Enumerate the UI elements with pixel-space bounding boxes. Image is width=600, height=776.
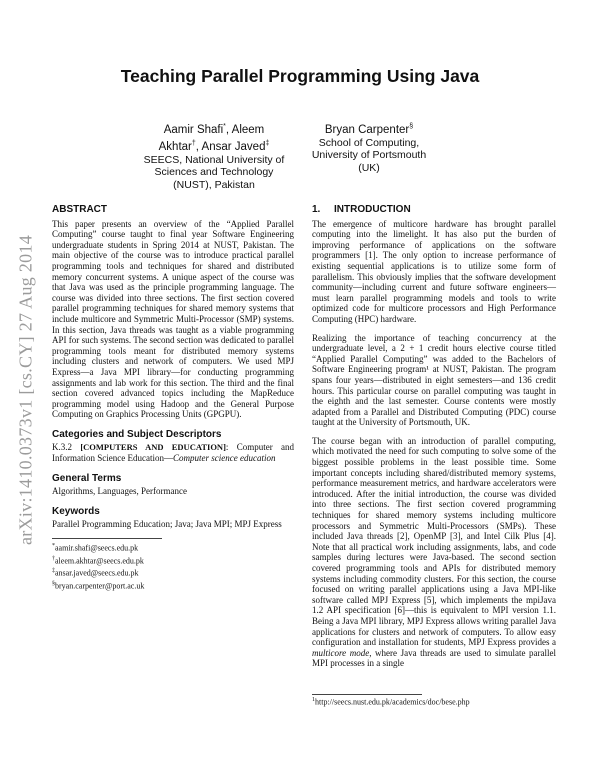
category-code: K.3.2 xyxy=(52,442,81,453)
footnote-mark: § xyxy=(52,581,55,587)
author-names-line1 xyxy=(128,120,300,137)
affiliation-line: SEECS, National University of xyxy=(143,153,285,166)
introduction-heading xyxy=(312,205,556,216)
arxiv-stamp xyxy=(6,190,46,590)
author-block-nust xyxy=(128,120,300,191)
category-label: [COMPUTERS AND EDUCATION] xyxy=(80,442,226,453)
arxiv-identifier[interactable]: arXiv:1410.0373v1 [cs.CY] 27 Aug 2014 xyxy=(15,234,36,546)
email-link[interactable]: aleem.akhtar@seecs.edu.pk xyxy=(55,556,144,566)
author-name: , Aleem xyxy=(225,123,265,136)
author-name: Bryan Carpenter xyxy=(324,123,410,136)
category-italic: Computer science education xyxy=(172,453,276,464)
email-link[interactable]: bryan.carpenter@port.ac.uk xyxy=(55,581,145,591)
footnote-email xyxy=(52,554,162,567)
intro-paragraph-1: The emergence of multicore hardware has brought parallel computing into the limelight. It has also put the burden of improving performance of applications on the software programmers [1]. The only option to increase performance of existing sequential applications is to utilize some form of parallelism. This obviously implies that the software development community—including current and future software engineers—must learn parallel programming models and tools to write optimized code for multicore processors and High Performance Computing (HPC) hardware. xyxy=(312,218,556,324)
section-number: 1. xyxy=(312,204,321,215)
intro-paragraph-2: Realizing the importance of teaching concurrency at the undergraduate level, a 2 + 1 credit hours elective course titled “Applied Parallel Computing” was added to the Bachelors of Software Engineering program¹ at NUST, Pakistan. The program spans four years—distributed in eight semesters—and 136 credit hours. This particular course on parallel computing was taught in the eighth and the last semester. Course contents were mostly adapted from a Parallel and Distributed Computing (PDC) course taught at the University of Portsmouth, UK. xyxy=(312,332,556,428)
footnote-email xyxy=(52,566,162,579)
keywords-text: Parallel Programming Education; Java; Java MPI; MPJ Express xyxy=(52,519,282,530)
author-block-portsmouth xyxy=(304,120,434,174)
footnote-mark: † xyxy=(52,555,55,562)
footnote-mark: * xyxy=(223,123,226,130)
abstract-text: This paper presents an overview of the “Applied Parallel Computing” course taught to final year Software Engineering undergraduate students in Spring 2014 at NUST, Pakistan. The main objective of the course was to introduce practical parallel programming tools and techniques for shared and distributed memory concurrent systems. A unique aspect of the course was that Java was used as the principle programming language. The course was divided into three sections. The first section covered parallel programming techniques for shared memory systems that include multicore and Symmetric Multi-Processor (SMP) systems. In this section, Java threads was taught as a viable programming API for such systems. The second section was dedicated to parallel programming tools meant for distributed memory systems including clusters and network of computers. We used MPJ Express—a Java MPI library—for conducting programming assignments and lab work for this section. The third and the final section covered advanced topics including the MapReduce programming model using Hadoop and the General Purpose Computing on Graphics Processing Units (GPGPU). xyxy=(52,218,294,420)
footnote-mark: * xyxy=(52,543,55,550)
affiliation-line: Sciences and Technology xyxy=(154,166,274,179)
footnote-rule xyxy=(312,694,422,695)
paper-title: Teaching Parallel Programming Using Java xyxy=(120,66,480,86)
footnote-mark: ‡ xyxy=(265,139,270,147)
category-description: : Computer and Information Science Education— xyxy=(52,442,294,464)
footnotes-left xyxy=(52,538,162,592)
url-link[interactable]: http://seecs.nust.edu.pk/academics/doc/bese.php xyxy=(315,697,470,707)
footnote-email xyxy=(52,579,162,592)
categories-heading: Categories and Subject Descriptors xyxy=(52,428,222,440)
general-terms-text: Algorithms, Languages, Performance xyxy=(52,486,187,497)
footnote-mark: § xyxy=(409,123,414,130)
paragraph-text: The course began with an introduction of parallel computing, which motivated the need for such computing to solve some of the biggest possible problems in the least possible time. Some important concepts including shared/distributed memory systems, performance measurement metrics, and hardware accelerators were introduced. After the initial introduction, the course was divided into three sections. The first section covered programming techniques for shared memory systems including multicore processors and Symmetric Multi-Processors (SMPs). These included Java threads [2], OpenMP [3], and Intel Cilk Plus [4]. Note that all practical work including assignments, labs, and code samples during lectures were Java-based. The second section covered programming tools and APIs for distributed memory systems including commodity clusters. For this section, the course focused on writing parallel applications using a Java MPI-like software called MPJ Express [5], which implements the mpiJava 1.2 API specification [6]—this is equivalent to MPI version 1.1. Being a Java MPI library, MPJ Express allows writing parallel Java applications for clusters and network of computers. To allow easy configuration and installation for students, MPJ Express provides a xyxy=(312,435,556,648)
footnote-url xyxy=(312,697,470,707)
email-link[interactable]: aamir.shafi@seecs.edu.pk xyxy=(55,543,139,553)
email-link[interactable]: ansar.javed@seecs.edu.pk xyxy=(55,569,139,578)
affiliation-line: (NUST), Pakistan xyxy=(173,178,255,191)
author-name: Akhtar xyxy=(158,140,192,153)
keywords-heading: Keywords xyxy=(52,505,100,517)
footnote-mark: ‡ xyxy=(52,568,55,575)
author-name: , Ansar Javed xyxy=(195,140,266,153)
general-terms-heading: General Terms xyxy=(52,472,122,484)
author-names-line2 xyxy=(128,137,300,154)
intro-paragraph-3 xyxy=(312,436,556,669)
affiliation-line: School of Computing, xyxy=(318,136,420,149)
left-column xyxy=(52,205,294,592)
abstract-heading: ABSTRACT xyxy=(52,204,107,215)
paragraph-emphasis: multicore mode xyxy=(312,647,370,658)
author-name-line xyxy=(304,120,434,137)
author-name: Aamir Shafi xyxy=(163,123,224,136)
footnote-mark: † xyxy=(191,139,196,147)
footnote-email xyxy=(52,541,162,554)
right-column xyxy=(312,205,556,669)
footnote-mark: 1 xyxy=(312,697,315,703)
section-title: INTRODUCTION xyxy=(334,204,411,215)
categories-text xyxy=(52,442,294,463)
paragraph-text: , where Java threads are used to simulate parallel MPI processes in a single xyxy=(312,647,556,669)
affiliation-line: University of Portsmouth (UK) xyxy=(311,149,427,174)
